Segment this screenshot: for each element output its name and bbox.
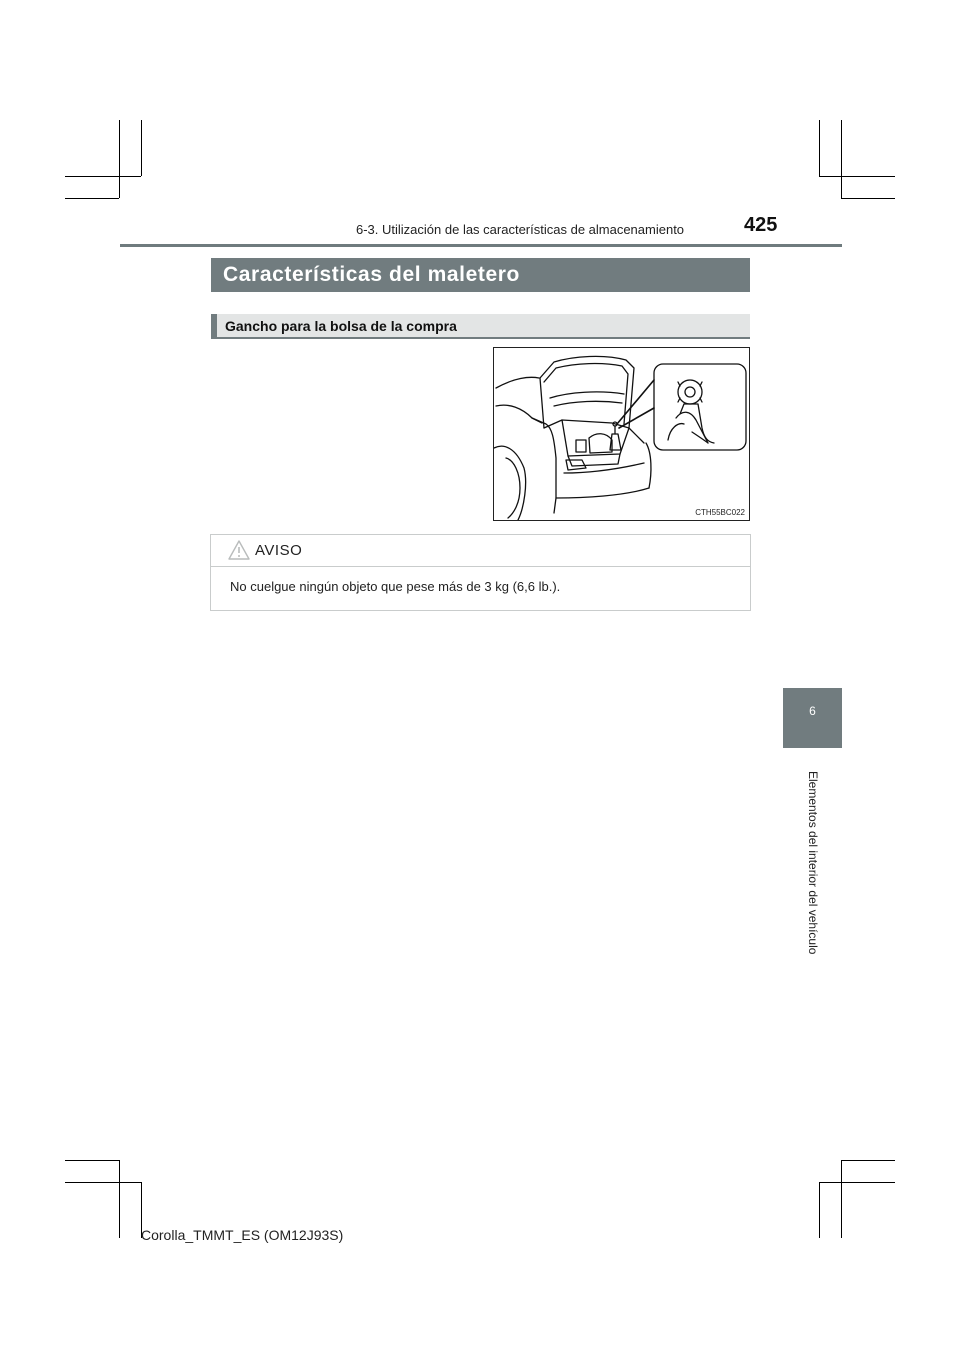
- section-title: Características del maletero: [211, 258, 750, 292]
- crop-mark: [119, 1160, 120, 1238]
- crop-mark: [65, 176, 141, 177]
- warning-box: [210, 534, 751, 611]
- crop-mark: [819, 120, 820, 176]
- page-number: 425: [744, 214, 778, 236]
- crop-mark: [841, 1160, 842, 1238]
- crop-mark: [119, 120, 120, 198]
- running-header: 6-3. Utilización de las características de almacenamiento: [356, 222, 685, 237]
- chapter-title: Elementos del interior del vehículo: [806, 771, 820, 955]
- crop-mark: [141, 120, 142, 176]
- warning-title: AVISO: [255, 542, 303, 559]
- chapter-number: 6: [809, 704, 816, 718]
- footer-document-id: Corolla_TMMT_ES (OM12J93S): [141, 1227, 344, 1243]
- crop-mark: [65, 1160, 119, 1161]
- crop-mark: [841, 1160, 895, 1161]
- trunk-hook-illustration: [493, 347, 750, 521]
- subsection-accent: [211, 314, 217, 339]
- subsection-title: Gancho para la bolsa de la compra: [225, 318, 457, 334]
- crop-mark: [819, 1182, 895, 1183]
- warning-triangle-icon: [227, 539, 251, 561]
- header-divider: [120, 244, 842, 247]
- subsection-header: [211, 314, 750, 339]
- figure-code: CTH55BC022: [695, 508, 745, 517]
- crop-mark: [819, 1182, 820, 1238]
- crop-mark: [841, 198, 895, 199]
- crop-mark: [819, 176, 895, 177]
- crop-mark: [841, 120, 842, 198]
- warning-text: No cuelgue ningún objeto que pese más de 3 kg (6,6 lb.).: [230, 579, 561, 594]
- car-trunk-drawing: [494, 348, 749, 520]
- warning-header: [211, 535, 750, 567]
- chapter-tab: [783, 688, 842, 748]
- crop-mark: [65, 1182, 141, 1183]
- crop-mark: [65, 198, 119, 199]
